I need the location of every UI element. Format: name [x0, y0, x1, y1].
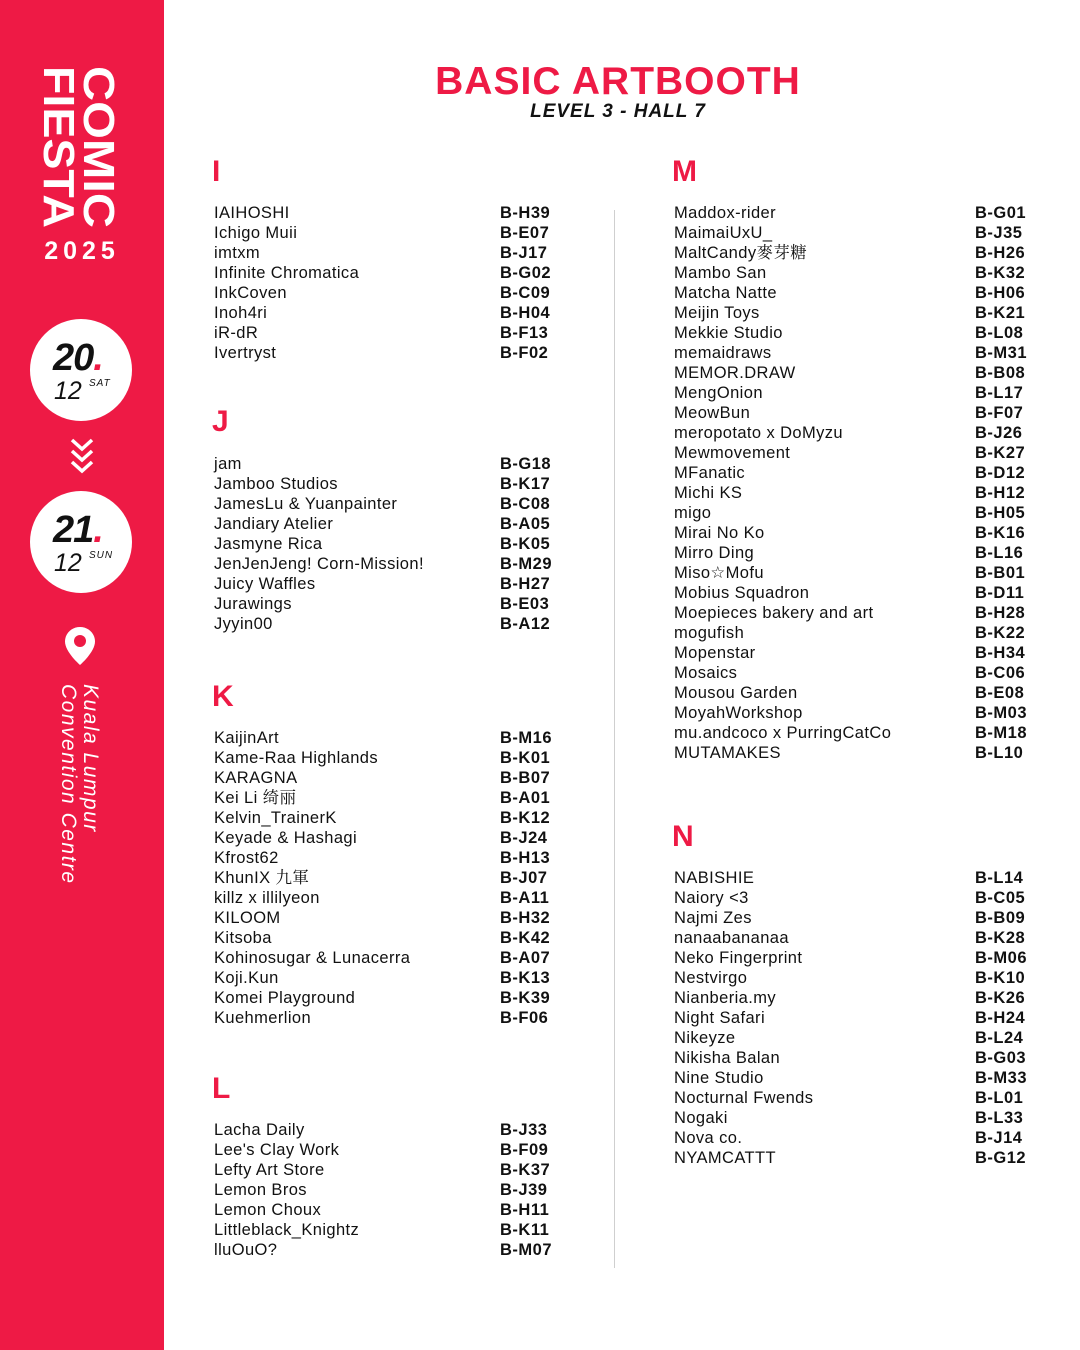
- booth-code: B-H06: [975, 284, 1026, 302]
- artist-name: iR-dR: [214, 324, 259, 342]
- artist-name: MUTAMAKES: [674, 744, 781, 762]
- artist-name: Infinite Chromatica: [214, 264, 360, 282]
- booth-code: B-C08: [500, 495, 551, 513]
- artist-name: MaimaiUxU_: [674, 224, 773, 242]
- section-letter-j: J: [212, 405, 229, 438]
- booth-code: B-B07: [500, 769, 551, 787]
- venue-line-1: Kuala Lumpur: [79, 684, 102, 833]
- page-subtitle: LEVEL 3 - HALL 7: [530, 101, 706, 122]
- artist-name: Moepieces bakery and art: [674, 604, 874, 622]
- booth-code: B-K11: [500, 1221, 550, 1239]
- artist-name: Miso☆Mofu: [674, 564, 764, 582]
- artist-name: Mobius Squadron: [674, 584, 810, 602]
- artist-name: KaijinArt: [214, 729, 280, 747]
- booth-code: B-K01: [500, 749, 551, 767]
- booth-code: B-B08: [975, 364, 1026, 382]
- artist-name: Mekkie Studio: [674, 324, 783, 342]
- booth-code: B-C09: [500, 284, 551, 302]
- booth-code: B-A05: [500, 515, 551, 533]
- artist-name: imtxm: [214, 244, 260, 262]
- date-badge-day2: 21. 12 SUN: [30, 491, 132, 593]
- section-letter-l: L: [212, 1072, 231, 1105]
- double-chevron-down-icon: [66, 436, 98, 476]
- artist-name: Inoh4ri: [214, 304, 268, 322]
- booth-code: B-B01: [975, 564, 1026, 582]
- artist-name: Lee's Clay Work: [214, 1141, 340, 1159]
- artist-name: Keyade & Hashagi: [214, 829, 358, 847]
- artist-name: Mirro Ding: [674, 544, 755, 562]
- artist-name: Maddox-rider: [674, 204, 777, 222]
- artist-name: nanaabananaa: [674, 929, 789, 947]
- booth-code: B-M31: [975, 344, 1028, 362]
- artist-name: Kitsoba: [214, 929, 272, 947]
- booth-code: B-J14: [975, 1129, 1023, 1147]
- booth-code: B-L14: [975, 869, 1024, 887]
- booth-code: B-L17: [975, 384, 1024, 402]
- booth-code: B-J33: [500, 1121, 548, 1139]
- artist-name: migo: [674, 504, 712, 522]
- artist-name: lluOuO?: [214, 1241, 278, 1259]
- artist-name: KhunIX 九軍: [214, 869, 310, 887]
- booth-code: B-M03: [975, 704, 1028, 722]
- booth-code: B-M33: [975, 1069, 1028, 1087]
- booth-code: B-F09: [500, 1141, 549, 1159]
- artist-name: MeowBun: [674, 404, 751, 422]
- booth-code: B-H24: [975, 1009, 1026, 1027]
- artist-name: Naiory <3: [674, 889, 749, 907]
- logo-word-fiesta: FIESTA: [34, 66, 83, 220]
- artist-name: MoyahWorkshop: [674, 704, 803, 722]
- artist-name: Jurawings: [214, 595, 292, 613]
- booth-code: B-H28: [975, 604, 1026, 622]
- date-month-2: 12: [54, 549, 82, 577]
- section-letter-n: N: [672, 820, 694, 853]
- column-divider: [614, 210, 615, 1268]
- booth-code: B-H34: [975, 644, 1026, 662]
- booth-code: B-K32: [975, 264, 1026, 282]
- booth-code: B-K05: [500, 535, 551, 553]
- date-badge-day1: 20. 12 SAT: [30, 319, 132, 421]
- booth-code: B-H39: [500, 204, 551, 222]
- date-day-1: 20: [53, 337, 94, 379]
- booth-code: B-H26: [975, 244, 1026, 262]
- booth-code: B-K21: [975, 304, 1026, 322]
- booth-code: B-K27: [975, 444, 1026, 462]
- booth-code: B-K37: [500, 1161, 551, 1179]
- booth-code: B-G03: [975, 1049, 1027, 1067]
- artist-name: Mewmovement: [674, 444, 791, 462]
- sidebar: [0, 0, 164, 1350]
- artist-name: Neko Fingerprint: [674, 949, 803, 967]
- booth-code: B-K26: [975, 989, 1026, 1007]
- artist-name: InkCoven: [214, 284, 287, 302]
- artist-name: IAIHOSHI: [214, 204, 290, 222]
- artist-name: Juicy Waffles: [214, 575, 316, 593]
- booth-code: B-H05: [975, 504, 1026, 522]
- artist-name: Ivertryst: [214, 344, 277, 362]
- artist-name: MaltCandy麥芽糖: [674, 244, 808, 262]
- artist-name: Night Safari: [674, 1009, 766, 1027]
- artist-name: Jasmyne Rica: [214, 535, 323, 553]
- booth-code: B-A12: [500, 615, 551, 633]
- artist-name: MFanatic: [674, 464, 746, 482]
- booth-code: B-M18: [975, 724, 1028, 742]
- artist-name: Michi KS: [674, 484, 743, 502]
- date-month-1: 12: [54, 377, 82, 405]
- section-letter-i: I: [212, 155, 221, 188]
- booth-code: B-H13: [500, 849, 551, 867]
- booth-code: B-D12: [975, 464, 1026, 482]
- booth-code: B-B09: [975, 909, 1026, 927]
- booth-code: B-F02: [500, 344, 549, 362]
- booth-code: B-L33: [975, 1109, 1024, 1127]
- artist-name: Mirai No Ko: [674, 524, 765, 542]
- artist-name: KARAGNA: [214, 769, 298, 787]
- booth-code: B-E03: [500, 595, 550, 613]
- booth-code: B-M07: [500, 1241, 553, 1259]
- booth-code: B-K16: [975, 524, 1026, 542]
- artist-name: Kame-Raa Highlands: [214, 749, 379, 767]
- booth-code: B-L24: [975, 1029, 1024, 1047]
- artist-name: KILOOM: [214, 909, 281, 927]
- artist-name: Kelvin_TrainerK: [214, 809, 337, 827]
- booth-code: B-M06: [975, 949, 1028, 967]
- artist-name: Kohinosugar & Lunacerra: [214, 949, 411, 967]
- artist-name: Mambo San: [674, 264, 767, 282]
- artist-name: mu.andcoco x PurringCatCo: [674, 724, 892, 742]
- artist-name: mogufish: [674, 624, 745, 642]
- artist-name: Kei Li 绮丽: [214, 789, 297, 807]
- logo-word-comic: COMIC: [74, 66, 123, 213]
- booth-code: B-L16: [975, 544, 1024, 562]
- booth-code: B-K12: [500, 809, 551, 827]
- booth-code: B-K39: [500, 989, 551, 1007]
- artist-name: MengOnion: [674, 384, 763, 402]
- booth-code: B-G12: [975, 1149, 1027, 1167]
- booth-code: B-J35: [975, 224, 1023, 242]
- booth-code: B-D11: [975, 584, 1025, 602]
- booth-code: B-G01: [975, 204, 1027, 222]
- date-weekday-1: SAT: [89, 378, 111, 389]
- section-letter-m: M: [672, 155, 697, 188]
- booth-code: B-K22: [975, 624, 1026, 642]
- booth-code: B-K13: [500, 969, 551, 987]
- booth-code: B-E08: [975, 684, 1025, 702]
- artist-name: Nine Studio: [674, 1069, 764, 1087]
- artist-name: Jandiary Atelier: [214, 515, 334, 533]
- booth-code: B-A01: [500, 789, 551, 807]
- booth-code: B-J07: [500, 869, 548, 887]
- booth-code: B-C06: [975, 664, 1026, 682]
- artist-name: Littleblack_Knightz: [214, 1221, 360, 1239]
- date-day-2: 21: [53, 509, 94, 551]
- artist-name: jam: [214, 455, 242, 473]
- booth-code: B-H32: [500, 909, 551, 927]
- artist-name: Meijin Toys: [674, 304, 760, 322]
- artist-name: Najmi Zes: [674, 909, 752, 927]
- artist-name: memaidraws: [674, 344, 772, 362]
- artist-name: Jamboo Studios: [214, 475, 338, 493]
- booth-code: B-H04: [500, 304, 551, 322]
- artist-name: Nestvirgo: [674, 969, 748, 987]
- booth-code: B-A07: [500, 949, 551, 967]
- section-letter-k: K: [212, 680, 234, 713]
- booth-code: B-L01: [975, 1089, 1024, 1107]
- booth-code: B-H12: [975, 484, 1026, 502]
- artist-name: Mosaics: [674, 664, 738, 682]
- booth-code: B-K42: [500, 929, 551, 947]
- artist-name: NABISHIE: [674, 869, 755, 887]
- booth-code: B-M16: [500, 729, 553, 747]
- artist-name: JenJenJeng! Corn-Mission!: [214, 555, 424, 573]
- booth-code: B-J26: [975, 424, 1023, 442]
- artist-name: Nikisha Balan: [674, 1049, 781, 1067]
- booth-code: B-A11: [500, 889, 550, 907]
- artist-name: Jyyin00: [214, 615, 273, 633]
- artist-name: Lacha Daily: [214, 1121, 305, 1139]
- artist-name: Nianberia.my: [674, 989, 777, 1007]
- artist-name: Matcha Natte: [674, 284, 777, 302]
- artist-name: Lefty Art Store: [214, 1161, 325, 1179]
- date-weekday-2: SUN: [89, 550, 114, 561]
- artist-name: Kuehmerlion: [214, 1009, 312, 1027]
- booth-code: B-F06: [500, 1009, 549, 1027]
- booth-code: B-G18: [500, 455, 552, 473]
- booth-code: B-L08: [975, 324, 1024, 342]
- artist-name: Nogaki: [674, 1109, 728, 1127]
- booth-code: B-G02: [500, 264, 552, 282]
- booth-code: B-F13: [500, 324, 549, 342]
- artist-name: Kfrost62: [214, 849, 279, 867]
- logo-year: 2025: [44, 237, 120, 262]
- booth-code: B-M29: [500, 555, 553, 573]
- booth-code: B-H27: [500, 575, 551, 593]
- artist-name: MEMOR.DRAW: [674, 364, 796, 382]
- venue-text: [54, 682, 106, 894]
- booth-code: B-F07: [975, 404, 1024, 422]
- booth-code: B-J17: [500, 244, 548, 262]
- booth-code: B-H11: [500, 1201, 550, 1219]
- booth-code: B-K10: [975, 969, 1026, 987]
- artist-name: Komei Playground: [214, 989, 356, 1007]
- booth-code: B-E07: [500, 224, 550, 242]
- artist-name: Nocturnal Fwends: [674, 1089, 814, 1107]
- booth-code: B-L10: [975, 744, 1024, 762]
- booth-code: B-C05: [975, 889, 1026, 907]
- artist-name: Lemon Choux: [214, 1201, 322, 1219]
- artist-name: killz x illilyeon: [214, 889, 320, 907]
- artist-name: Nova co.: [674, 1129, 743, 1147]
- artist-name: meropotato x DoMyzu: [674, 424, 843, 442]
- artist-name: Koji.Kun: [214, 969, 279, 987]
- page-title: BASIC ARTBOOTH: [435, 60, 801, 103]
- artist-name: Lemon Bros: [214, 1181, 307, 1199]
- booth-code: B-K28: [975, 929, 1026, 947]
- booth-code: B-K17: [500, 475, 551, 493]
- artist-name: JamesLu & Yuanpainter: [214, 495, 398, 513]
- artist-name: Ichigo Muii: [214, 224, 298, 242]
- artist-name: Mousou Garden: [674, 684, 798, 702]
- map-pin-icon: [63, 625, 97, 667]
- artist-name: Mopenstar: [674, 644, 756, 662]
- booth-code: B-J24: [500, 829, 548, 847]
- artist-name: NYAMCATTT: [674, 1149, 776, 1167]
- venue-line-2: Convention Centre: [57, 684, 80, 885]
- artist-name: Nikeyze: [674, 1029, 736, 1047]
- booth-code: B-J39: [500, 1181, 548, 1199]
